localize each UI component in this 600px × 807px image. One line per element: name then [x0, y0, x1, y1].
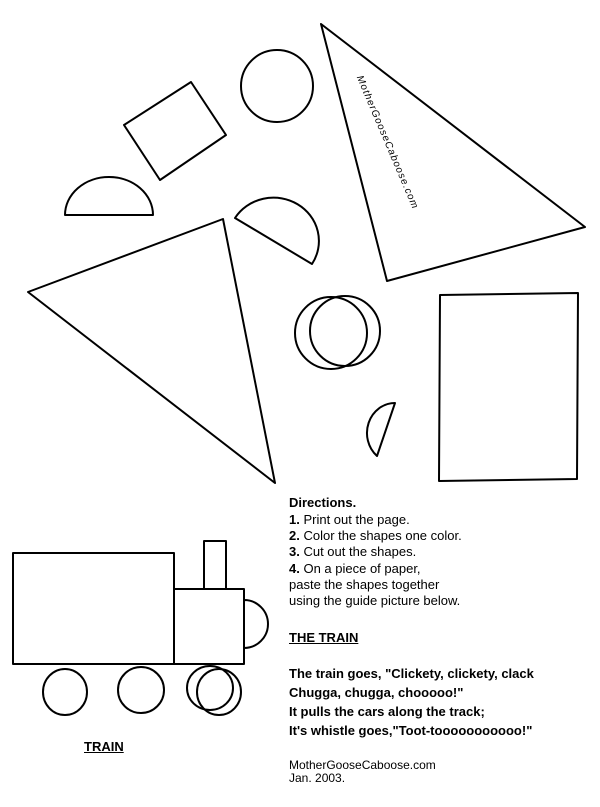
semicircle-shape-middle — [235, 198, 319, 264]
directions-title: Directions. — [289, 495, 357, 510]
step-number: 4. — [289, 561, 300, 576]
direction-step-4 — [289, 561, 421, 577]
step-number: 2. — [289, 528, 300, 543]
circle-shape-front — [310, 296, 380, 366]
semicircle-shape-left — [65, 177, 153, 215]
footer-site: MotherGooseCaboose.com — [289, 758, 436, 772]
step-text: Color the shapes one color. — [299, 528, 462, 543]
direction-step-3 — [289, 544, 416, 560]
step-text: On a piece of paper, — [299, 561, 421, 576]
step-number: 3. — [289, 544, 300, 559]
train-front-half-circle — [244, 600, 268, 648]
train-wheel-3-back — [187, 666, 233, 710]
train-smokestack — [204, 541, 226, 589]
direction-step-1 — [289, 512, 410, 528]
poem-line-1: The train goes, "Clickety, clickety, clack — [289, 666, 534, 681]
triangle-shape-left — [28, 219, 275, 483]
train-wheel-2 — [118, 667, 164, 713]
train-wheel-1 — [43, 669, 87, 715]
triangle-shape-right — [321, 24, 585, 281]
train-cab-body — [13, 553, 174, 664]
circle-shape-back — [295, 297, 367, 369]
poem-line-3: It pulls the cars along the track; — [289, 704, 485, 719]
poem-line-4: It's whistle goes,"Toot-tooooooooooo!" — [289, 723, 533, 738]
rectangle-shape-small — [124, 82, 226, 180]
semicircle-shape-bottom — [367, 403, 395, 456]
step-text: Cut out the shapes. — [299, 544, 417, 559]
poem-line-2: Chugga, chugga, chooooo!" — [289, 685, 464, 700]
train-boiler — [174, 589, 244, 664]
direction-continuation-2: using the guide picture below. — [289, 593, 461, 608]
poem-title: THE TRAIN — [289, 630, 359, 645]
direction-continuation-1: paste the shapes together — [289, 577, 440, 592]
step-number: 1. — [289, 512, 300, 527]
guide-caption: TRAIN — [84, 739, 124, 754]
circle-shape-top — [241, 50, 313, 122]
footer-date: Jan. 2003. — [289, 771, 346, 785]
step-text: Print out the page. — [299, 512, 410, 527]
direction-step-2 — [289, 528, 462, 544]
watermark-text: MotherGooseCaboose.com — [353, 73, 421, 212]
square-shape — [439, 293, 578, 481]
